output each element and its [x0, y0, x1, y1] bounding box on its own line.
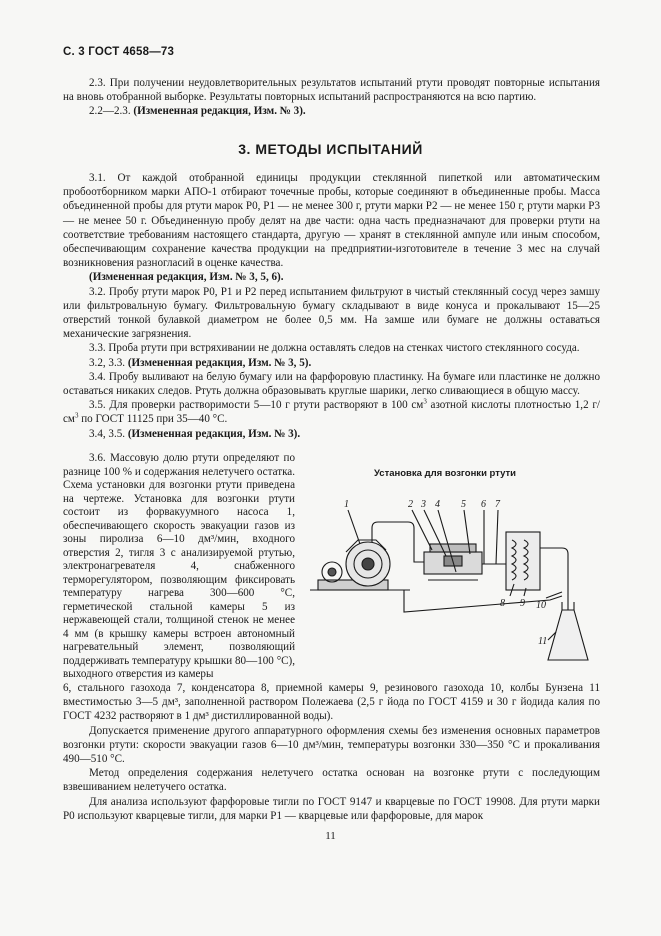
leader-1: [348, 510, 360, 544]
edition-note-bold: (Измененная редакция, Изм. № 3, 5).: [127, 356, 312, 369]
mercury-sublimation-apparatus-diagram: [300, 492, 600, 674]
label-6: 6: [481, 499, 486, 510]
superscript: 3: [74, 411, 79, 420]
leader-7: [496, 510, 498, 564]
edition-note-2-2: [63, 104, 600, 118]
paragraph-3-2: 3.2. Пробу ртути марок Р0, Р1 и Р2 перед испытанием фильтруют в чистый стеклянный сосуд через замшу или фильтровальную бумагу. Фильтровальную бумагу складывают в виде конуса и прокалывают 15—25 отверстий тонкой булавкой диаметром не более 0,5 мм. На замше или бумаге не должны оставаться механические загрязнения.: [63, 285, 600, 341]
clauses-3-1-to-3-5: [63, 171, 600, 441]
pump-hub: [328, 568, 336, 576]
bunsen-flask-11: [548, 610, 588, 660]
clauses-3-6-continued: [63, 681, 600, 823]
paragraph-3-5: [63, 398, 600, 426]
paragraph-3-6: 3.6. Массовую долю ртути определяют по разнице 100 % и содержания нелетучего остатка. Схема установки для возгонки ртути приведена на чертеже. Установка для возгонки ртути состоит из форвакуумного насоса 1, обеспечивающего скорость эвакуации газов из зоны пиролиза 6—10 дм³/мин, входного отверстия 2, тигля 3 с анализируемой ртутью, электронагревателя 4, снабженного терморегулятором, позволяющим фиксировать температуру нагрева 300—600 °С, герметической стальной камеры 5 из нержавеющей стали, толщиной стенок не менее 4 мм (в крышку камеры встроен автономный нагревательный элемент, позволяющий поддерживать температуру крышки 80—100 °С), выходного отверстия из камеры: [63, 452, 295, 680]
paragraph-2-3: 2.3. При получении неудовлетворительных результатов испытаний ртути проводят повторные испытания на вновь отобранной выборке. Результаты повторных испытаний распространяются на всю партию.: [63, 77, 600, 104]
paragraph-analysis: Для анализа используют фарфоровые тигли по ГОСТ 9147 и кварцевые по ГОСТ 19908. Для ртути марки Р0 используют кварцевые тигли, для марки Р1 — кварцевые или фарфоровые, для марок: [63, 795, 600, 822]
paragraph-3-6-wrapped: [63, 452, 295, 682]
edition-note-bold: (Измененная редакция, Изм. № 3).: [127, 427, 301, 440]
text-run: азотной кислоты плотностью 1,2 г/см: [63, 399, 600, 426]
edition-note-3-4: [63, 427, 600, 441]
label-1: 1: [344, 499, 349, 510]
edition-note-3-2: [63, 356, 600, 370]
paragraph-allowed-alternative: Допускается применение другого аппаратурного оформления схемы без изменения основных параметров возгонки ртути: скорости эвакуации газов 6—10 дм³/мин, температуры возгонки 330—350 °С и прокаливания 490—510 °С.: [63, 724, 600, 766]
edition-note-3-1: (Измененная редакция, Изм. № 3, 5, 6).: [89, 271, 284, 284]
superscript: 3: [423, 397, 427, 406]
label-2: 2: [408, 499, 413, 510]
label-8: 8: [500, 598, 505, 609]
paragraph-3-3: 3.3. Проба ртути при встряхивании не должна оставлять следов на стенках чистого стеклянного сосуда.: [89, 342, 580, 355]
label-3: 3: [421, 499, 426, 510]
paragraph-3-4: 3.4. Пробу выливают на белую бумагу или на фарфоровую пластинку. На бумаге или пластинке не должно оставаться никаких следов. Ртуть должна образовывать круглые шарики, легко сливающиеся в общую массу.: [63, 370, 600, 398]
label-9: 9: [520, 598, 525, 609]
label-11: 11: [538, 636, 548, 647]
page-header: С. 3 ГОСТ 4658—73: [63, 46, 175, 58]
paragraph-3-6-continued: 6, стального газохода 7, конденсатора 8, приемной камеры 9, резинового газохода 10, колбы Бунзена 11 вместимостью 3—5 дм³, заполненной раствором Полежаева (2,5 г йода по ГОСТ 4159 и 30 г йодида калия по ГОСТ 4232 растворяют в 1 дм³ дистиллированной воды).: [63, 682, 600, 723]
edition-note-prefix: 3.4, 3.5.: [89, 427, 128, 440]
pump-motor-core: [362, 558, 374, 570]
label-4: 4: [435, 499, 440, 510]
label-5: 5: [461, 499, 466, 510]
text-run: по ГОСТ 11125 при 35—40 °С.: [78, 413, 228, 426]
edition-note-bold: (Измененная редакция, Изм. № 3).: [133, 105, 306, 118]
paragraph-method: Метод определения содержания нелетучего остатка основан на возгонке ртути с последующим взвешиванием нелетучего остатка.: [63, 767, 600, 794]
label-7: 7: [495, 499, 500, 510]
label-10: 10: [536, 600, 546, 611]
clause-2-3: [63, 76, 600, 119]
figure-title: Установка для возгонки ртути: [373, 468, 517, 479]
condenser-8: [506, 532, 540, 590]
text-run: 3.5. Для проверки растворимости 5—10 г ртути растворяют в 100 см: [89, 399, 424, 412]
edition-note-prefix: 3.2, 3.3.: [89, 356, 128, 369]
paragraph-3-1: 3.1. От каждой отобранной единицы продукции стеклянной пипеткой или автоматическим пробоотборником марки АПО-1 отбирают точечные пробы, которые соединяют в объединенные пробы. Масса объединенной пробы для ртути марок Р0, Р1 — не менее 300 г, ртути марки Р2 — не менее 150 г, ртути марки Р3 — не менее 50 г. Объединенную пробу делят на две части: одна часть предназначают для проверки ртути на соответствие требованиям настоящего стандарта, другую — хранят в стеклянной ампуле или иным способом, обеспечивающим сохранение качества продукции на предприятии-изготовителе в течение 3 мес на случай возникновения разногласий в оценке качества.: [63, 172, 600, 270]
page-number: 11: [325, 830, 336, 842]
leader-2: [412, 510, 432, 550]
edition-note-prefix: 2.2—2.3.: [89, 105, 134, 118]
section-title: 3. МЕТОДЫ ИСПЫТАНИЙ: [238, 141, 423, 157]
